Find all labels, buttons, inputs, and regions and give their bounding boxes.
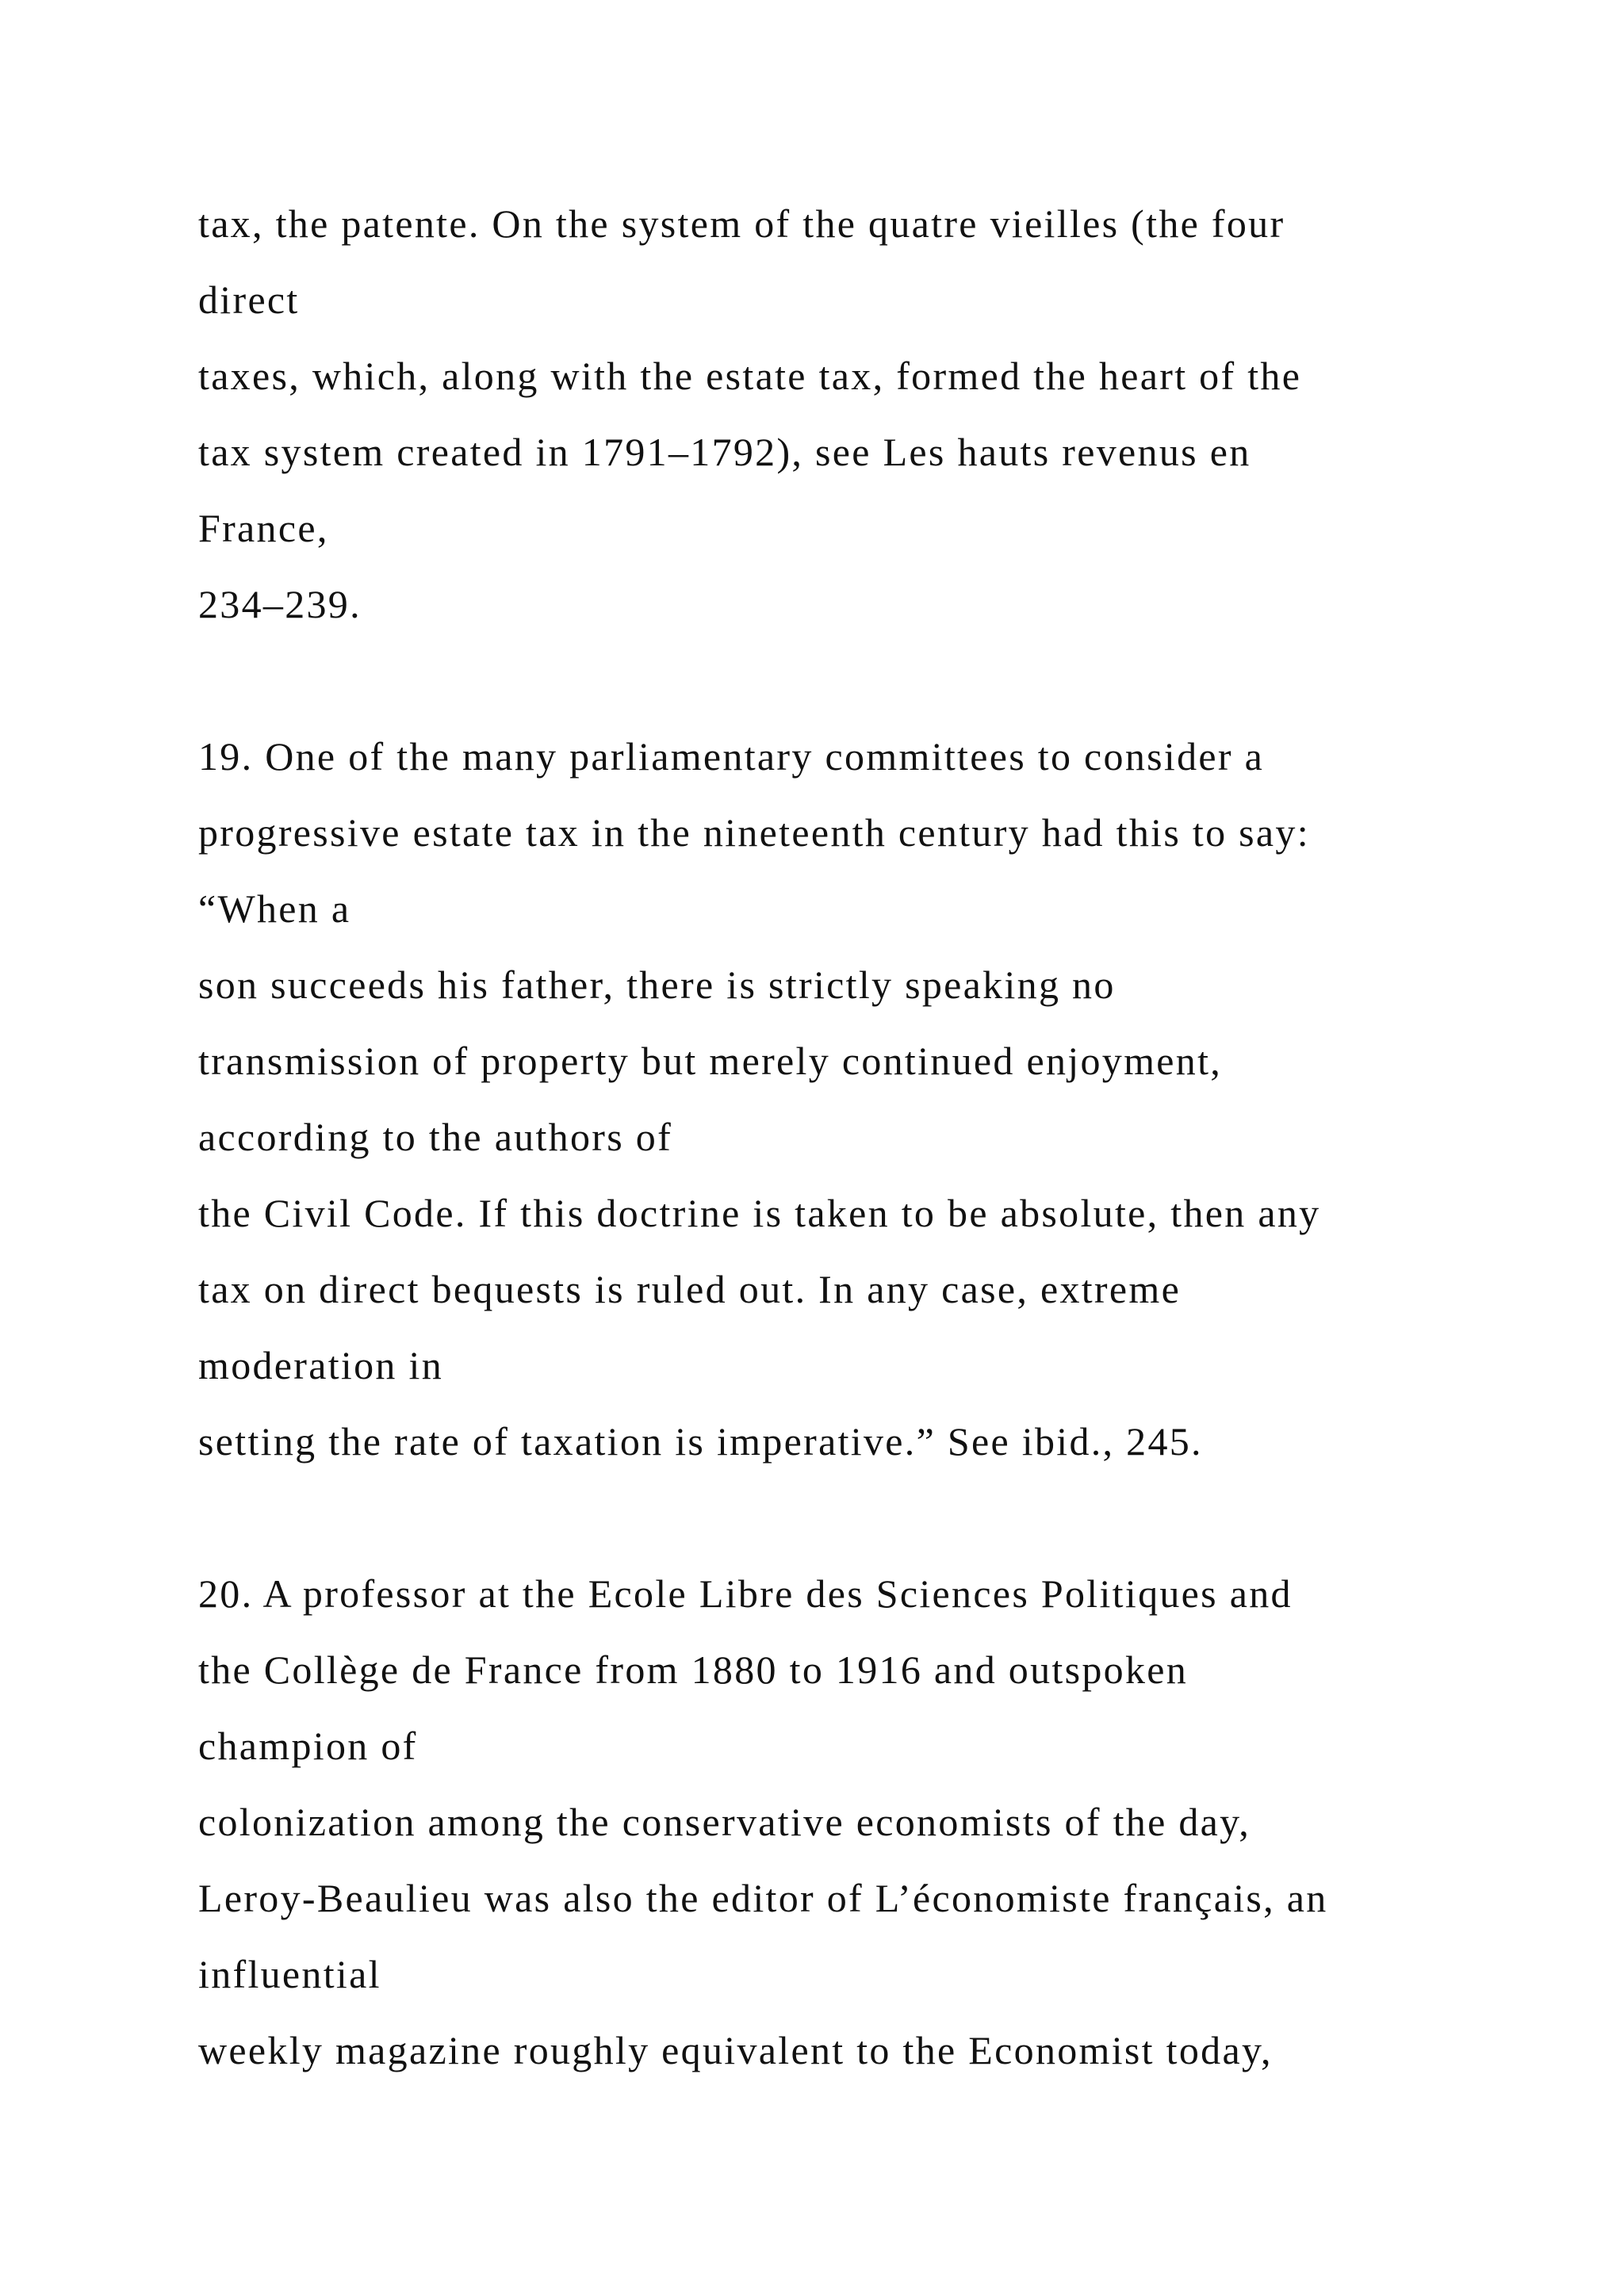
document-text (198, 186, 1546, 2088)
paragraph-spacer (198, 642, 1546, 718)
footnote-20 (198, 1556, 1546, 2088)
text-line: moderation in (198, 1343, 444, 1387)
text-line: according to the authors of (198, 1115, 673, 1159)
text-line: the Collège de France from 1880 to 1916 and outspoken (198, 1647, 1189, 1692)
text-line: weekly magazine roughly equivalent to the Economist today, (198, 2028, 1273, 2072)
text-line: transmission of property but merely continued enjoyment, (198, 1039, 1223, 1083)
paragraph-spacer (198, 1479, 1546, 1556)
text-line: tax, the patente. On the system of the quatre vieilles (the four (198, 201, 1285, 246)
text-line: taxes, which, along with the estate tax, formed the heart of the (198, 354, 1302, 398)
text-line: tax system created in 1791–1792), see Les hauts revenus en (198, 430, 1251, 474)
text-line: influential (198, 1952, 381, 1996)
text-line: direct (198, 277, 300, 322)
text-line: 19. One of the many parliamentary committees to consider a (198, 734, 1265, 779)
text-line: setting the rate of taxation is imperative.” See ibid., 245. (198, 1419, 1203, 1464)
text-line: champion of (198, 1724, 418, 1768)
text-line: tax on direct bequests is ruled out. In any case, extreme (198, 1267, 1182, 1311)
paragraph-continuation (198, 186, 1546, 642)
text-line: “When a (198, 886, 351, 931)
text-line: 234–239. (198, 582, 362, 626)
footnote-19 (198, 718, 1546, 1479)
text-line: France, (198, 506, 329, 550)
text-line: colonization among the conservative economists of the day, (198, 1800, 1251, 1844)
text-line: the Civil Code. If this doctrine is taken to be absolute, then any (198, 1191, 1321, 1235)
text-line: son succeeds his father, there is strictly speaking no (198, 962, 1116, 1007)
text-line: Leroy-Beaulieu was also the editor of L’économiste français, an (198, 1876, 1328, 1920)
text-line: progressive estate tax in the nineteenth century had this to say: (198, 810, 1310, 855)
text-line: 20. A professor at the Ecole Libre des Sciences Politiques and (198, 1571, 1293, 1616)
